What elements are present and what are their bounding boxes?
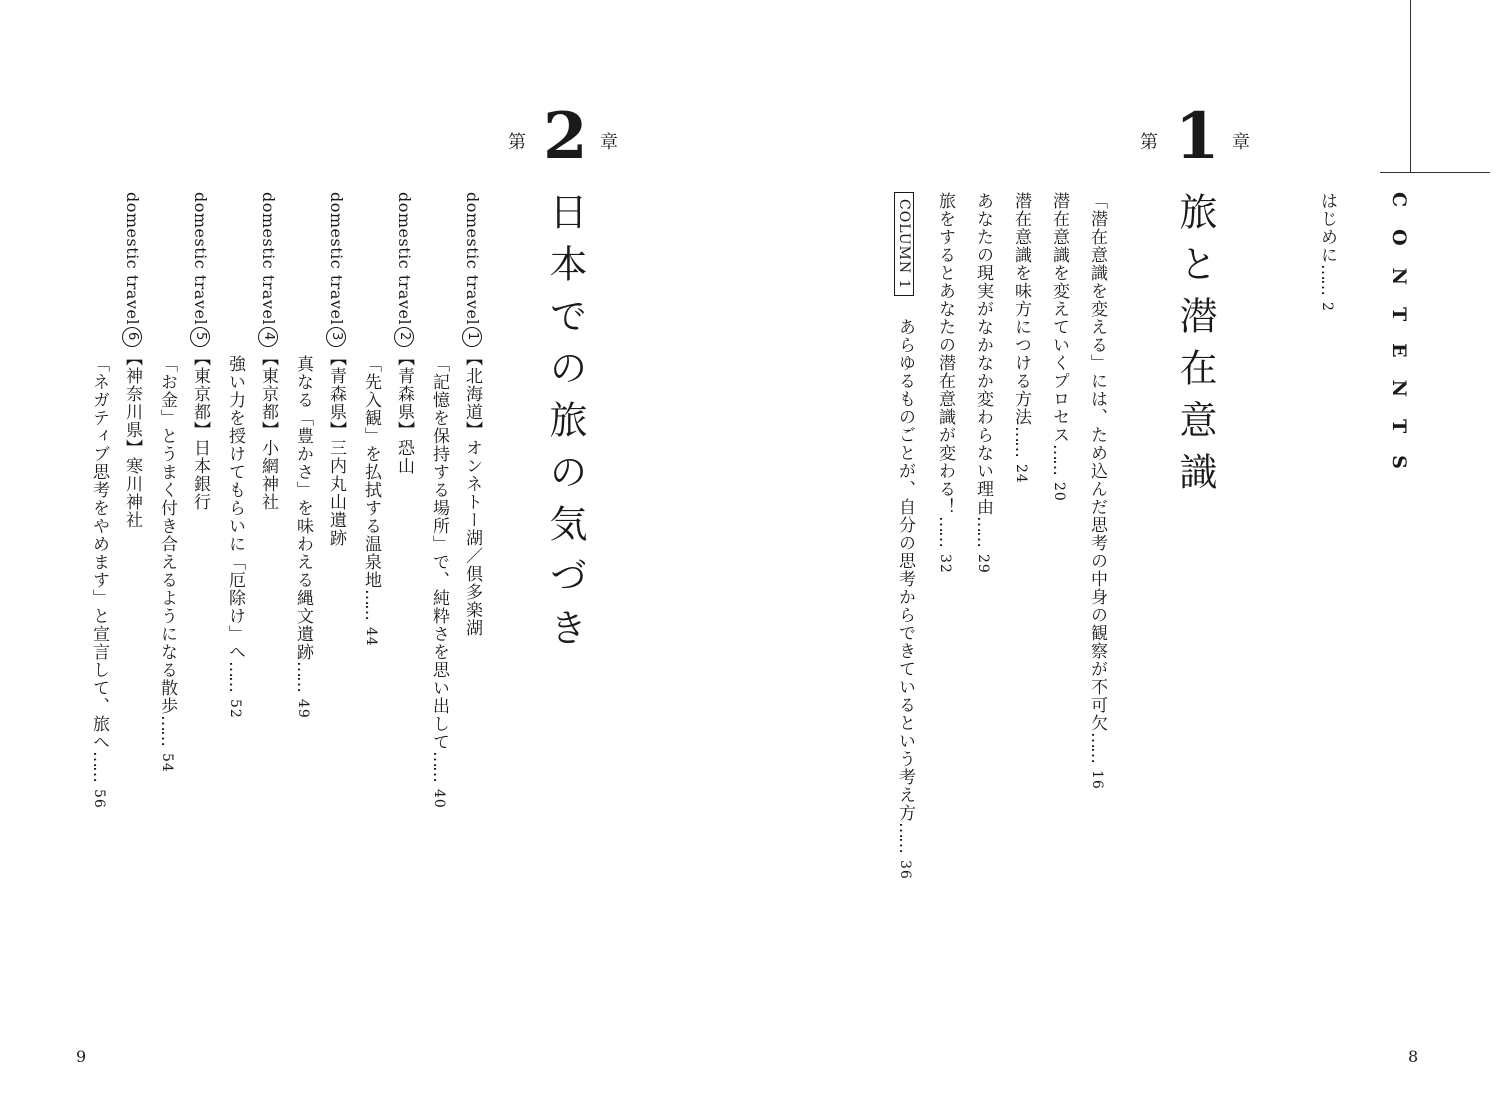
- toc-entry[interactable]: [158, 355, 175, 773]
- place: 寒川神社: [122, 457, 142, 530]
- entry-text: 「ネガティブ思考をやめます」と宣言して、旅へ: [89, 355, 109, 751]
- prefecture: 【神奈川県】: [122, 349, 142, 458]
- page-number: 44: [363, 627, 379, 647]
- chapter1-title: 旅と潜在意識: [1173, 192, 1217, 504]
- leader-dots: ……: [89, 751, 109, 781]
- toc-entry-meta: [326, 192, 346, 547]
- domestic-travel-label: domestic travel: [395, 192, 414, 326]
- leader-dots: ……: [293, 661, 313, 691]
- page-number: 56: [91, 789, 107, 809]
- entry-number-circle: 1: [462, 327, 482, 347]
- domestic-travel-label: domestic travel: [327, 192, 346, 326]
- place: 三内丸山遺跡: [326, 439, 346, 548]
- leader-dots: ……: [225, 661, 245, 691]
- contents-title: CONTENTS: [1388, 192, 1410, 491]
- page-number: 2: [1319, 302, 1335, 312]
- entry-text: 「記憶を保持する場所」で、純粋さを思い出して: [429, 355, 449, 751]
- toc-entry-meta: [190, 192, 210, 511]
- entry-text: 「先入観」を払拭する温泉地: [361, 355, 381, 589]
- toc-entry-meta: [394, 192, 414, 475]
- contents-rule-horizontal: [1380, 172, 1490, 173]
- prefecture: 【青森県】: [326, 349, 346, 440]
- chapter2-title: 日本での旅の気づき: [543, 192, 587, 660]
- toc-entry-intro[interactable]: [1318, 192, 1335, 312]
- place: 日本銀行: [190, 439, 210, 512]
- entry-text: 強い力を授けてもらいに「厄除け」へ: [225, 355, 245, 661]
- domestic-travel-label: domestic travel: [463, 192, 482, 326]
- toc-entry[interactable]: [1088, 192, 1105, 790]
- leader-dots: ……: [1087, 732, 1107, 762]
- toc-entry[interactable]: [1012, 192, 1029, 484]
- entry-text: 潜在意識を味方につける方法: [1011, 192, 1031, 426]
- entry-number-circle: 2: [394, 327, 414, 347]
- leader-dots: ……: [157, 715, 177, 745]
- toc-column-label: [894, 192, 914, 296]
- domestic-travel-label: domestic travel: [259, 192, 278, 326]
- toc-entry[interactable]: [974, 192, 991, 574]
- entry-number-circle: 6: [122, 327, 142, 347]
- page-folio-left: 9: [76, 1047, 87, 1066]
- column-badge: COLUMN 1: [894, 192, 914, 296]
- leader-dots: ……: [429, 751, 449, 781]
- entry-text: あらゆるものごとが、自分の思考からできているという考え方: [895, 318, 915, 822]
- page-number: 36: [897, 860, 913, 880]
- chapter2-number: 2: [543, 99, 588, 174]
- prefecture: 【東京都】: [258, 349, 278, 440]
- entry-text: 潜在意識を変えていくプロセス: [1049, 192, 1069, 444]
- entry-text: 旅をするとあなたの潜在意識が変わる！: [935, 192, 955, 516]
- entry-number-circle: 4: [258, 327, 278, 347]
- domestic-travel-label: domestic travel: [123, 192, 142, 326]
- entry-text: 「お金」とうまく付き合えるようになる散歩: [157, 355, 177, 715]
- leader-dots: ……: [1011, 426, 1031, 456]
- prefecture: 【東京都】: [190, 349, 210, 440]
- chapter1-kanji-sho: 章: [1232, 132, 1250, 153]
- entry-text: はじめに: [1317, 192, 1337, 264]
- leader-dots: ……: [935, 516, 955, 546]
- entry-text: 「潜在意識を変える」には、ため込んだ思考の中身の観察が不可欠: [1087, 192, 1107, 732]
- entry-number-circle: 3: [326, 327, 346, 347]
- entry-number-circle: 5: [190, 327, 210, 347]
- leader-dots: ……: [361, 589, 381, 619]
- toc-entry-column[interactable]: [896, 318, 913, 880]
- prefecture: 【北海道】: [462, 349, 482, 440]
- toc-entry[interactable]: [1050, 192, 1067, 502]
- toc-entry[interactable]: [936, 192, 953, 574]
- leader-dots: ……: [1049, 444, 1069, 474]
- entry-text: 真なる「豊かさ」を味わえる縄文遺跡: [293, 355, 313, 661]
- domestic-travel-label: domestic travel: [191, 192, 210, 326]
- page-number: 40: [431, 789, 447, 809]
- page-number: 32: [937, 554, 953, 574]
- page-number: 16: [1089, 770, 1105, 790]
- page-folio-right: 8: [1408, 1047, 1419, 1066]
- chapter1-kanji-dai: 第: [1140, 132, 1158, 153]
- leader-dots: ……: [895, 822, 915, 852]
- entry-text: あなたの現実がなかなか変わらない理由: [973, 192, 993, 516]
- page-number: 52: [227, 699, 243, 719]
- toc-entry[interactable]: [430, 355, 447, 809]
- toc-entry[interactable]: [90, 355, 107, 809]
- toc-entry-meta: [122, 192, 142, 529]
- leader-dots: ……: [1317, 264, 1337, 294]
- prefecture: 【青森県】: [394, 349, 414, 440]
- page-number: 20: [1051, 482, 1067, 502]
- toc-entry[interactable]: [294, 355, 311, 719]
- toc-entry-meta: [258, 192, 278, 511]
- place: オンネトー湖／倶多楽湖: [462, 439, 482, 638]
- place: 恐山: [394, 439, 414, 476]
- chapter2-kanji-dai: 第: [508, 132, 526, 153]
- page-number: 29: [975, 554, 991, 574]
- page-number: 54: [159, 753, 175, 773]
- chapter2-kanji-sho: 章: [600, 132, 618, 153]
- toc-entry[interactable]: [362, 355, 379, 647]
- page-number: 24: [1013, 464, 1029, 484]
- toc-entry-meta: [462, 192, 482, 637]
- chapter1-number: 1: [1175, 99, 1220, 174]
- toc-entry[interactable]: [226, 355, 243, 719]
- place: 小網神社: [258, 439, 278, 512]
- leader-dots: ……: [973, 516, 993, 546]
- page-number: 49: [295, 699, 311, 719]
- contents-rule: [1410, 0, 1411, 172]
